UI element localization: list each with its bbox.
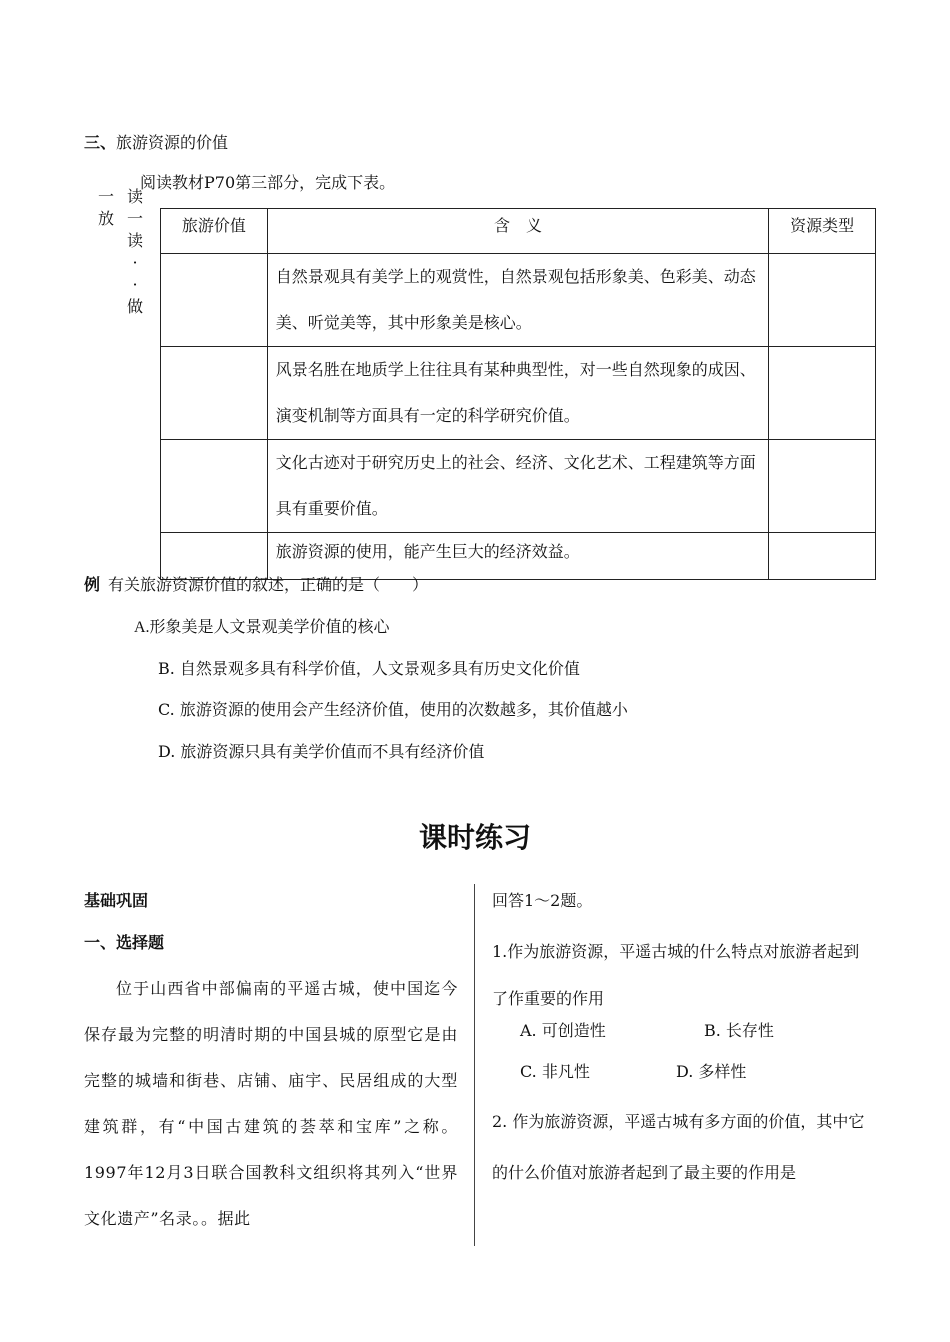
side-label-right: 读 一 读 · · 做 (126, 187, 143, 316)
cell-type[interactable] (769, 440, 876, 533)
q1-option-c[interactable]: C. 非凡性 (520, 1062, 590, 1081)
cell-meaning: 自然景观具有美学上的观赏性，自然景观包括形象美、色彩美、动态美、听觉美等，其中形象美是核心。 (267, 254, 768, 347)
passage-text: 位于山西省中部偏南的平遥古城，使中国迄今保存最为完整的明清时期的中国县城的原型它是由完整的城墙和街巷、店铺、庙宇、民居组成的大型建筑群，有“中国古建筑的荟萃和宝库”之称。1997年12月3日联合国教科文组织将其列入“世界文化遗产”名录。。据此 (84, 979, 458, 1228)
q1-option-d[interactable]: D. 多样性 (676, 1062, 747, 1081)
example-question (84, 572, 428, 595)
reading-passage (84, 966, 458, 1242)
example-option-c[interactable]: C. 旅游资源的使用会产生经济价值，使用的次数越多，其价值越小 (158, 700, 628, 719)
basics-heading: 基础巩固 (84, 891, 149, 910)
section-title (84, 130, 228, 153)
cell-type[interactable] (769, 347, 876, 440)
cell-value[interactable] (161, 440, 268, 533)
question-1: 1.作为旅游资源，平遥古城的什么特点对旅游者起到了作重要的作用 (492, 942, 860, 1008)
q1-option-a[interactable]: A. 可创造性 (520, 1021, 606, 1040)
q1-option-b[interactable]: B. 长存性 (704, 1021, 774, 1040)
question-2: 2. 作为旅游资源，平遥古城有多方面的价值，其中它的什么价值对旅游者起到了最主要的作用是 (492, 1112, 865, 1182)
example-option-a[interactable]: A.形象美是人文景观美学价值的核心 (134, 619, 390, 636)
cell-type[interactable] (769, 533, 876, 580)
example-option-b[interactable]: B. 自然景观多具有科学价值，人文景观多具有历史文化价值 (158, 659, 580, 678)
example-label: 例 (84, 575, 101, 594)
value-table (160, 208, 876, 580)
table-row (161, 347, 876, 440)
passage-continuation: 回答1～2题。 (492, 891, 593, 910)
table-row (161, 440, 876, 533)
cell-meaning: 风景名胜在地质学上往往具有某种典型性，对一些自然现象的成因、演变机制等方面具有一定的科学研究价值。 (267, 347, 768, 440)
section-number: 三、 (84, 133, 117, 152)
section-title-text: 旅游资源的价值 (116, 133, 229, 152)
side-label-left: 一 放 (97, 187, 114, 228)
choice-heading: 一、选择题 (84, 933, 165, 952)
table-row (161, 254, 876, 347)
example-option-d[interactable]: D. 旅游资源只具有美学价值而不具有经济价值 (158, 742, 485, 761)
header-meaning: 含 义 (267, 209, 768, 254)
cell-meaning: 文化古迹对于研究历史上的社会、经济、文化艺术、工程建筑等方面具有重要价值。 (267, 440, 768, 533)
cell-type[interactable] (769, 254, 876, 347)
cell-value[interactable] (161, 347, 268, 440)
header-type: 资源类型 (769, 209, 876, 254)
cell-meaning: 旅游资源的使用，能产生巨大的经济效益。 (267, 533, 768, 580)
table-header-row (161, 209, 876, 254)
cell-value[interactable] (161, 254, 268, 347)
column-divider (474, 884, 475, 1246)
header-value: 旅游价值 (161, 209, 268, 254)
practice-title: 课时练习 (418, 821, 531, 854)
section-intro: 阅读教材P70第三部分，完成下表。 (140, 173, 396, 192)
example-question-text: 有关旅游资源价值的叙述，正确的是（ ） (108, 575, 429, 594)
